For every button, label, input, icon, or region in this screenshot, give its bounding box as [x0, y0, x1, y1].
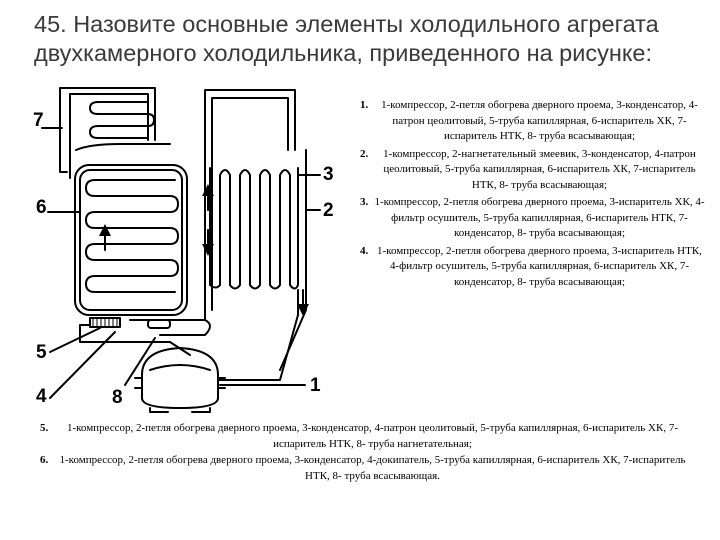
answer-options-bottom: [40, 421, 690, 485]
answer-option-text: 1-компрессор, 2-петля обогрева дверного проема, 3-конденсатор, 4-патрон цеолитовый, 5-труба капиллярная, 6-испаритель ХК, 7-испаритель НТК, 8- труба нагнетательная;: [66, 422, 678, 450]
label-2: 2: [323, 200, 334, 221]
answer-option-number: 4.: [360, 244, 369, 257]
label-3: 3: [323, 164, 334, 185]
question-title: [34, 10, 714, 68]
answer-option-number: 3.: [360, 196, 369, 208]
answer-option-number: 6.: [40, 454, 49, 466]
compressor: [142, 348, 218, 408]
label-4: 4: [36, 386, 47, 407]
outer-pipe-left: [60, 88, 155, 172]
answer-option-text: 1-компрессор, 2-петля обогрева дверного проема, 3-испаритель ХК, 4-фильтр осушитель, 5-труба капиллярная, 6-испаритель НТК, 7-конденсатор, 8- труба всасывающая;: [374, 196, 705, 239]
discharge-pipe: [218, 290, 298, 380]
answer-option-6[interactable]: [40, 453, 690, 484]
answer-option-5[interactable]: [40, 421, 690, 452]
answer-option-number: 1.: [360, 99, 369, 111]
label-1: 1: [310, 375, 321, 396]
answer-option-text: 1-компрессор, 2-петля обогрева дверного проема, 3-конденсатор, 4-докипатель, 5-труба капиллярная, 6-испаритель ХК, 7-испаритель НТК, 8- труба всасывающая.: [59, 454, 686, 482]
answer-option-number: 5.: [40, 422, 49, 434]
question-title-line-2: двухкамерного холодильника, приведенного на рисунке:: [34, 40, 652, 66]
refrigeration-unit-diagram: [30, 80, 360, 415]
ntk-evaporator: [90, 102, 154, 138]
answer-option-text: 1-компрессор, 2-нагнетательный змеевик, 3-конденсатор, 4-патрон цеолитовый, 5-труба капиллярная, 6-испаритель ХК, 7-испаритель НТК, 8- труба всасывающая;: [383, 147, 696, 191]
label-7: 7: [33, 110, 44, 131]
transfer-pipe: [76, 144, 170, 150]
answer-option-number: 2.: [360, 147, 369, 160]
label-6: 6: [36, 197, 47, 218]
condenser-coil: [210, 168, 298, 289]
evaporator-coil: [86, 180, 178, 292]
answer-option-4[interactable]: [360, 244, 705, 291]
leader-5: [50, 328, 100, 352]
answer-option-text: 1-компрессор, 2-петля обогрева дверного проема, 3-испаритель НТК, 4-фильтр осушитель, 5-труба капиллярная, 6-испаритель ХК, 7-конденсатор, 8- труба всасывающая;: [377, 244, 702, 288]
answer-option-text: 1-компрессор, 2-петля обогрева дверного проема, 3-конденсатор, 4-патрон цеолитовый, 5-труба капиллярная, 6-испаритель ХК, 7-испаритель НТК, 8- труба всасывающая;: [381, 99, 698, 142]
answer-option-3[interactable]: [360, 195, 705, 242]
question-title-line-1: 45. Назовите основные элементы холодильного агрегата: [34, 11, 659, 37]
answer-option-2[interactable]: [360, 147, 705, 194]
label-8: 8: [112, 387, 123, 408]
answer-options: [360, 98, 705, 292]
answer-option-1[interactable]: [360, 98, 705, 145]
label-5: 5: [36, 342, 47, 363]
